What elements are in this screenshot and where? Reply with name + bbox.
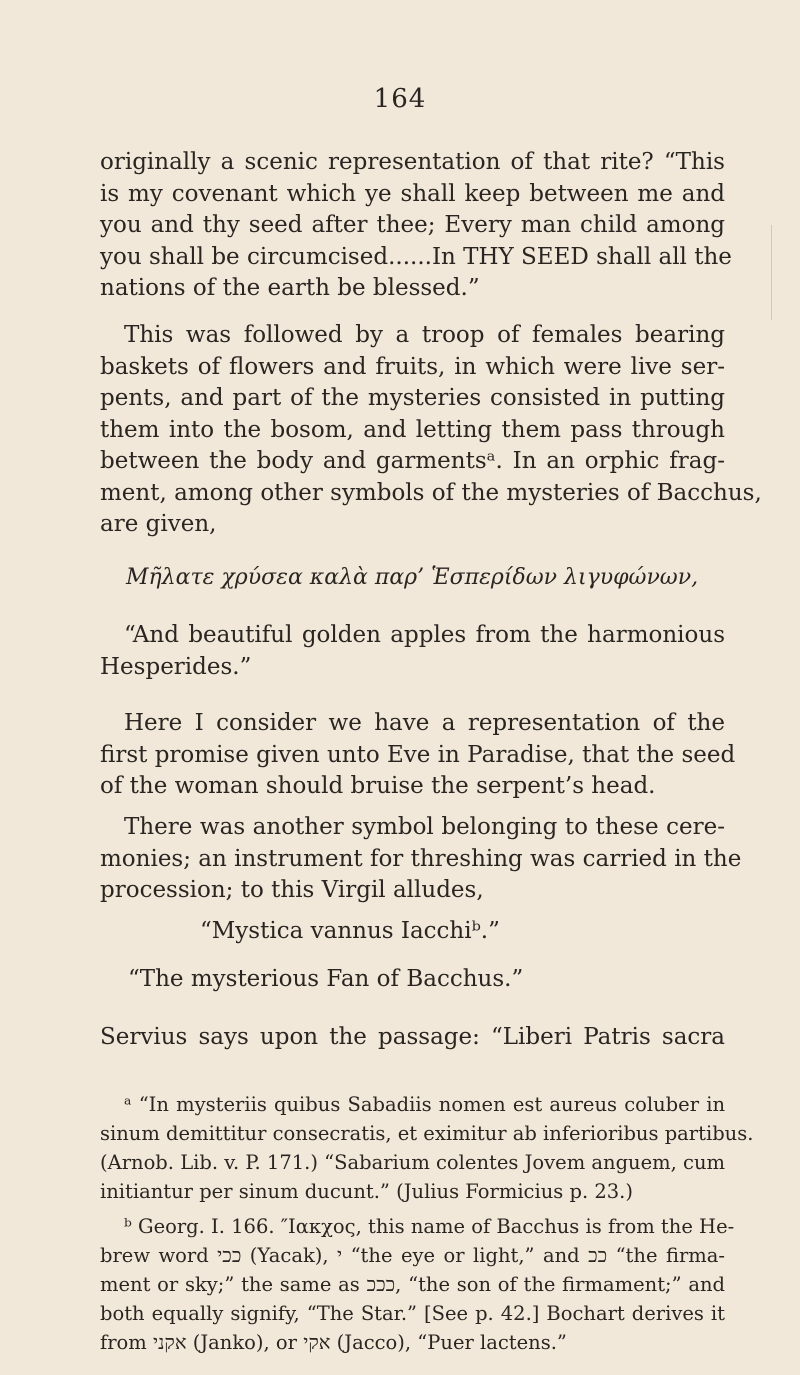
- text-line: Servius says upon the passage: “Liberi Patris sacra: [100, 1024, 725, 1050]
- paragraph-females-serpents: [100, 320, 762, 541]
- text-line: them into the bosom, and letting them pass through: [100, 416, 725, 443]
- paragraph-covenant: [100, 147, 732, 305]
- text-line: There was another symbol belonging to these cere-: [124, 814, 725, 840]
- footnote-line: ᵃ “In mysteriis quibus Sabadiis nomen est aureus coluber in: [124, 1093, 725, 1116]
- text-line: Here I consider we have a representation of the: [124, 710, 725, 736]
- english-quote: “The mysterious Fan of Bacchus.”: [128, 966, 524, 992]
- footnote-line: sinum demittitur consecratis, et eximitur ab inferioribus partibus.: [100, 1122, 754, 1145]
- servius-line: [100, 1022, 725, 1054]
- text-line: first promise given unto Eve in Paradise, that the seed: [100, 741, 736, 768]
- text-line: originally a scenic representation of that rite? “This: [100, 149, 725, 175]
- text-line: Hesperides.”: [100, 653, 252, 680]
- text-line: baskets of flowers and fruits, in which were live ser-: [100, 353, 725, 380]
- text-line: This was followed by a troop of females bearing: [124, 322, 725, 348]
- paragraph-threshing: [100, 812, 742, 907]
- text-line: you shall be circumcised......In THY SEED shall all the: [100, 243, 732, 270]
- footnote-b: [100, 1212, 735, 1357]
- text-line: pents, and part of the mysteries consisted in putting: [100, 385, 725, 411]
- footnote-line: initiantur per sinum ducunt.” (Julius Formicius p. 23.): [100, 1180, 633, 1203]
- text-line: monies; an instrument for threshing was carried in the: [100, 845, 742, 872]
- text-line: is my covenant which ye shall keep between me and: [100, 180, 725, 207]
- greek-verse: Μῆλατε χρύσεα καλὰ παρ’ Ἑσπερίδων λιγυφώνων,: [126, 565, 699, 590]
- footnote-line: both equally signify, “The Star.” [See p. 42.] Bochart derives it: [100, 1302, 725, 1325]
- footnote-line: brew word ככי (Yacak), י “the eye or light,” and ככ “the firma-: [100, 1244, 725, 1267]
- paper-crease: [753, 225, 772, 320]
- text-line: of the woman should bruise the serpent’s head.: [100, 773, 656, 799]
- text-line: between the body and garmentsᵃ. In an orphic frag-: [100, 448, 725, 474]
- text-line: you and thy seed after thee; Every man child among: [100, 212, 725, 238]
- page-number: 164: [373, 84, 427, 114]
- footnote-line: (Arnob. Lib. v. P. 171.) “Sabarium colentes Jovem anguem, cum: [100, 1151, 726, 1174]
- text-line: procession; to this Virgil alludes,: [100, 877, 484, 903]
- paragraph-promise: [100, 708, 736, 803]
- text-line: nations of the earth be blessed.”: [100, 275, 480, 301]
- footnote-line: from אקני (Janko), or אקי (Jacco), “Puer lactens.”: [100, 1331, 567, 1354]
- latin-quote: “Mystica vannus Iacchiᵇ.”: [200, 918, 500, 944]
- verse-translation: [100, 620, 725, 683]
- text-line: ment, among other symbols of the mysteries of Bacchus,: [100, 479, 762, 506]
- footnote-line: ᵇ Georg. I. 166. ″Ιακχος, this name of Bacchus is from the He-: [124, 1215, 735, 1238]
- text-line: “And beautiful golden apples from the harmonious: [124, 622, 725, 648]
- text-line: are given,: [100, 511, 217, 537]
- footnote-line: ment or sky;” the same as כככ, “the son of the firmament;” and: [100, 1273, 725, 1296]
- footnote-a: [100, 1090, 754, 1206]
